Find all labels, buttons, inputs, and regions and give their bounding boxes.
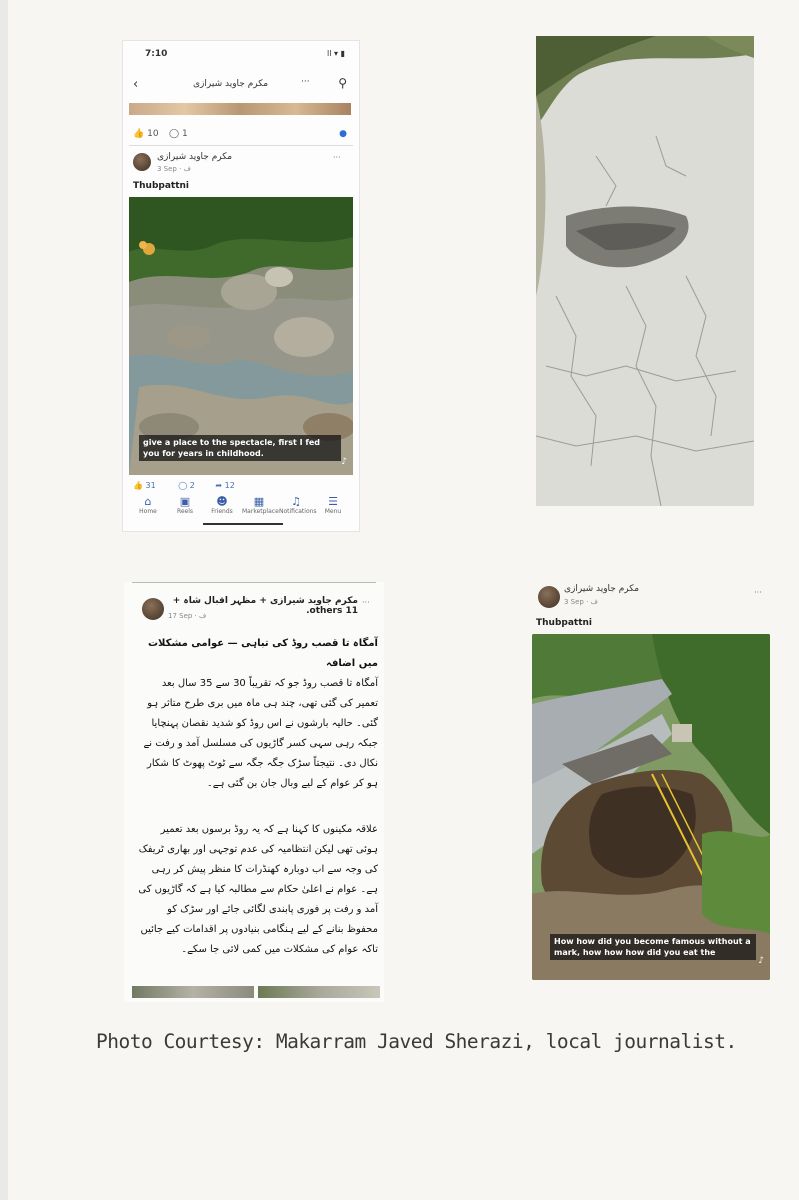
- like-icon[interactable]: 👍: [133, 129, 145, 139]
- status-icons: ll ▾ ▮: [327, 49, 345, 58]
- status-bar: [123, 49, 359, 63]
- status-time: 7:10: [145, 49, 168, 59]
- friends-icon: ☻: [216, 495, 228, 508]
- marketplace-icon: ▦: [253, 495, 265, 508]
- post-meta: 3 Sep · ف: [564, 598, 598, 606]
- bottom-tab-bar: [131, 495, 351, 521]
- tab-reels[interactable]: ▣ Reels: [168, 495, 202, 515]
- avatar[interactable]: [133, 153, 151, 171]
- sound-icon[interactable]: ♪: [758, 956, 764, 966]
- post-author[interactable]: مکرم جاوید شیرازی: [157, 152, 233, 162]
- urdu-news-post: [124, 582, 384, 1002]
- back-arrow-icon[interactable]: ‹: [133, 77, 139, 92]
- photo-courtesy-caption: Photo Courtesy: Makarram Javed Sherazi, local journalist.: [96, 1030, 737, 1053]
- facebook-video-post: [528, 578, 772, 982]
- post-meta: 17 Sep · ف: [168, 612, 207, 620]
- post-more-icon[interactable]: ···: [754, 588, 762, 597]
- previous-post-strip: [129, 103, 351, 115]
- thumbnail-left[interactable]: [132, 986, 254, 998]
- article-paragraph-1: آمگاہ تا قصب روڈ جو کہ تقریباً 30 سے 35 سال بعد تعمیر کی گئی تھی، چند ہی ماہ میں بری طرح متاثر ہو گئی۔ حالیہ بارشوں نے اس روڈ کو شدید نقصان پہنچایا جبکہ رہی سہی کسر گاڑیوں کی مسلسل آمد و رفت نے نکال دی۔ نتیجتاً سڑک جگہ جگہ سے ٹوٹ پھوٹ کا شکار ہو کر عوام کے لیے وبال جان بن گئی ہے۔: [143, 678, 378, 789]
- tab-notifications[interactable]: ♫ Notifications: [279, 495, 317, 515]
- avatar[interactable]: [142, 598, 164, 620]
- sound-icon[interactable]: ♪: [341, 457, 347, 467]
- reaction-count: 31: [145, 481, 156, 490]
- profile-nav-bar: [123, 77, 359, 97]
- menu-icon: ☰: [328, 495, 338, 508]
- post-author-line[interactable]: مکرم جاوید شیرازی + مظہر اقبال شاہ + 11 others.: [172, 596, 358, 616]
- reels-icon: ▣: [179, 495, 191, 508]
- tab-menu[interactable]: ☰ Menu: [316, 495, 350, 515]
- comment-count: 1: [181, 129, 188, 139]
- post-more-icon[interactable]: ···: [362, 598, 370, 607]
- post-meta: 3 Sep · ف: [157, 165, 191, 173]
- divider: [132, 582, 376, 583]
- article-headline: آمگاہ تا قصب روڈ کی تباہی — عوامی مشکلات میں اضافہ: [148, 638, 378, 669]
- thumbnail-right[interactable]: [258, 986, 380, 998]
- video-caption: How how did you become famous without a mark, how how how did you eat the: [550, 934, 756, 960]
- post-video[interactable]: [129, 197, 353, 475]
- tab-marketplace[interactable]: ▦ Marketplace: [242, 495, 279, 515]
- comment-icon[interactable]: ◯: [169, 129, 180, 139]
- article-paragraph-2: علاقہ مکینوں کا کہنا ہے کہ یہ روڈ برسوں بعد تعمیر ہوئی تھی لیکن انتظامیہ کی عدم توجہی اور بھاری ٹریفک کی وجہ سے اب دوبارہ کھنڈرات کا منظر پیش کر رہی ہے۔ عوام نے اعلیٰ حکام سے مطالبہ کیا ہے کہ گاڑیوں کی آمد و رفت پر فوری پابندی لگائی جائے اور سڑک کو محفوظ بنانے کے لیے ہنگامی بنیادوں پر اقدامات کیے جائیں تاکہ عوام کی مشکلات میں کمی لائی جا سکے۔: [138, 824, 378, 955]
- post-actions-row: [133, 481, 333, 490]
- reaction-row: [133, 129, 353, 139]
- search-icon[interactable]: ⚲: [338, 76, 347, 90]
- post-location: Thubpattni: [536, 618, 593, 628]
- road-surface-image: [536, 36, 754, 506]
- divider: [129, 145, 353, 146]
- share-icon[interactable]: ➦: [215, 481, 223, 490]
- globe-icon: ●: [339, 129, 347, 139]
- facebook-screenshot: [122, 40, 360, 532]
- tab-home[interactable]: ⌂ Home: [131, 495, 165, 515]
- video-caption: give a place to the spectacle, first I fed you for years in childhood.: [139, 435, 341, 461]
- cracked-road-photo: [536, 36, 754, 506]
- avatar[interactable]: [538, 586, 560, 608]
- like-icon[interactable]: 👍: [133, 481, 143, 490]
- stream-rocks-photo: [129, 197, 353, 475]
- more-options-icon[interactable]: ···: [301, 77, 310, 87]
- comment-icon[interactable]: ◯: [178, 481, 188, 490]
- bell-icon: ♫: [291, 495, 301, 508]
- home-indicator: [203, 523, 283, 525]
- profile-name: مکرم جاوید شیرازی: [193, 79, 269, 89]
- tab-friends[interactable]: ☻ Friends: [205, 495, 239, 515]
- home-icon: ⌂: [144, 495, 152, 508]
- comment-count: 2: [189, 481, 195, 490]
- post-location: Thubpattni: [133, 181, 190, 191]
- reaction-count: 10: [147, 129, 159, 139]
- post-author[interactable]: مکرم جاوید شیرازی: [564, 584, 640, 594]
- image-thumbnails: [132, 986, 382, 998]
- share-count: 12: [224, 481, 235, 490]
- post-video[interactable]: [532, 634, 770, 980]
- post-more-icon[interactable]: ···: [333, 153, 341, 162]
- collapsed-road-photo: [532, 634, 770, 980]
